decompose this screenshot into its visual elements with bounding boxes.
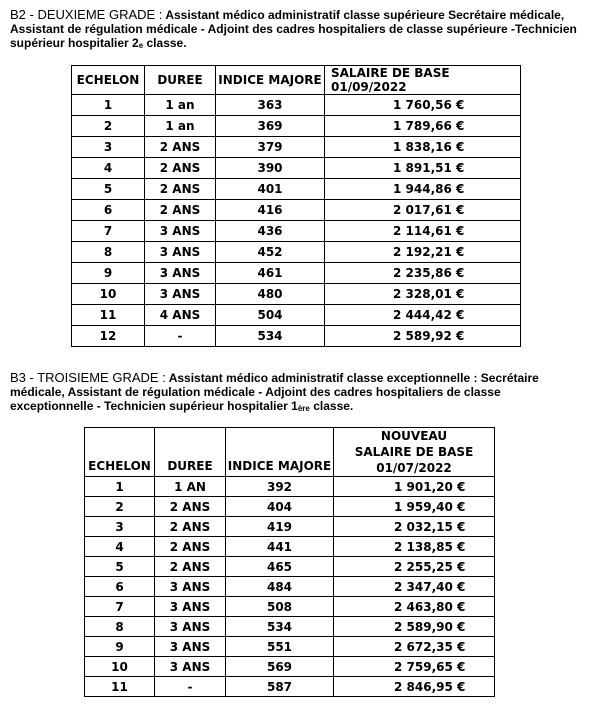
- b2-duree-cell: 3 ANS: [145, 221, 216, 242]
- b2-duree-cell: 3 ANS: [145, 284, 216, 305]
- b2-echelon-cell: 6: [72, 200, 145, 221]
- b2-indice-cell: 504: [216, 305, 325, 326]
- b3-salary-table: [84, 427, 495, 697]
- b2-grade-description: Assistant médico administratif classe supérieure Secrétaire médicale, Assistant de régulation médicale - Adjoint des cadres hospitaliers de classe supérieure -Technicien supérieur hospitalier 2: [10, 8, 577, 50]
- b2-salaire-cell: 2 235,86 €: [325, 263, 521, 284]
- b2-duree-cell: 3 ANS: [145, 242, 216, 263]
- b2-table-row: [72, 242, 521, 263]
- b2-duree-cell: 2 ANS: [145, 200, 216, 221]
- b3-salaire-cell: 1 959,40 €: [334, 497, 495, 517]
- b2-duree-cell: -: [145, 326, 216, 347]
- b2-header-salaire: SALAIRE DE BASE 01/09/2022: [325, 66, 521, 95]
- b2-echelon-cell: 4: [72, 158, 145, 179]
- b2-salaire-cell: 1 838,16 €: [325, 137, 521, 158]
- b3-header-salaire: NOUVEAU SALAIRE DE BASE 01/07/2022: [334, 428, 495, 477]
- b2-salaire-cell: 2 017,61 €: [325, 200, 521, 221]
- b2-echelon-cell: 1: [72, 95, 145, 116]
- b2-grade-description-end: classe.: [143, 36, 187, 50]
- b3-table-row: [85, 577, 495, 597]
- b3-header-echelon: ECHELON: [85, 428, 155, 477]
- b3-duree-cell: 2 ANS: [155, 537, 226, 557]
- b3-table-body: [85, 477, 495, 697]
- b2-salaire-cell: 1 760,56 €: [325, 95, 521, 116]
- b3-echelon-cell: 10: [85, 657, 155, 677]
- b3-echelon-cell: 2: [85, 497, 155, 517]
- b2-table-row: [72, 95, 521, 116]
- b2-duree-cell: 2 ANS: [145, 158, 216, 179]
- b3-echelon-cell: 6: [85, 577, 155, 597]
- b2-table-row: [72, 221, 521, 242]
- b3-indice-cell: 508: [226, 597, 334, 617]
- b3-indice-cell: 587: [226, 677, 334, 697]
- b2-salaire-cell: 2 444,42 €: [325, 305, 521, 326]
- b2-table-body: [72, 95, 521, 347]
- b2-table-row: [72, 179, 521, 200]
- b2-echelon-cell: 2: [72, 116, 145, 137]
- b3-header-indice: INDICE MAJORE: [226, 428, 334, 477]
- b3-table-row: [85, 477, 495, 497]
- b2-echelon-cell: 3: [72, 137, 145, 158]
- b2-salaire-cell: 2 114,61 €: [325, 221, 521, 242]
- b3-indice-cell: 534: [226, 617, 334, 637]
- b3-grade-heading: [10, 371, 585, 416]
- b3-grade-code: B3 - TROISIEME GRADE :: [10, 370, 166, 385]
- b3-header-duree: DUREE: [155, 428, 226, 477]
- b2-echelon-cell: 12: [72, 326, 145, 347]
- b3-salaire-cell: 1 901,20 €: [334, 477, 495, 497]
- b3-salaire-cell: 2 255,25 €: [334, 557, 495, 577]
- b2-header-row: [72, 66, 521, 95]
- b3-indice-cell: 551: [226, 637, 334, 657]
- b2-grade-code: B2 - DEUXIEME GRADE :: [10, 7, 163, 22]
- b2-table-row: [72, 305, 521, 326]
- b2-table-row: [72, 137, 521, 158]
- b3-table-row: [85, 677, 495, 697]
- b3-duree-cell: 3 ANS: [155, 617, 226, 637]
- b3-echelon-cell: 8: [85, 617, 155, 637]
- b3-indice-cell: 419: [226, 517, 334, 537]
- b2-indice-cell: 363: [216, 95, 325, 116]
- b2-echelon-cell: 8: [72, 242, 145, 263]
- b2-grade-ordinal-suffix: e: [138, 41, 144, 50]
- b2-indice-cell: 480: [216, 284, 325, 305]
- b2-indice-cell: 461: [216, 263, 325, 284]
- b3-indice-cell: 465: [226, 557, 334, 577]
- b3-indice-cell: 404: [226, 497, 334, 517]
- b2-indice-cell: 534: [216, 326, 325, 347]
- b2-salary-table: [71, 65, 521, 347]
- b3-echelon-cell: 1: [85, 477, 155, 497]
- b3-salaire-cell: 2 846,95 €: [334, 677, 495, 697]
- b3-indice-cell: 484: [226, 577, 334, 597]
- b3-duree-cell: 3 ANS: [155, 657, 226, 677]
- b3-echelon-cell: 4: [85, 537, 155, 557]
- b2-indice-cell: 390: [216, 158, 325, 179]
- b2-grade-heading: [10, 8, 580, 53]
- b3-duree-cell: 2 ANS: [155, 557, 226, 577]
- b3-salaire-cell: 2 463,80 €: [334, 597, 495, 617]
- b2-indice-cell: 379: [216, 137, 325, 158]
- b2-header-echelon: ECHELON: [72, 66, 145, 95]
- b3-grade-description: Assistant médico administratif classe exceptionnelle : Secrétaire médicale, Assistant de régulation médicale - Adjoint des cadres hospitaliers de classe exceptionnelle - Technicien supérieur hospitalier 1: [10, 371, 539, 413]
- b3-echelon-cell: 5: [85, 557, 155, 577]
- b2-salaire-cell: 2 328,01 €: [325, 284, 521, 305]
- b3-salaire-cell: 2 138,85 €: [334, 537, 495, 557]
- b2-echelon-cell: 9: [72, 263, 145, 284]
- b3-table-row: [85, 537, 495, 557]
- b2-table-row: [72, 200, 521, 221]
- b3-duree-cell: 3 ANS: [155, 597, 226, 617]
- b2-duree-cell: 3 ANS: [145, 263, 216, 284]
- b2-header-duree: DUREE: [145, 66, 216, 95]
- b2-salaire-cell: 2 192,21 €: [325, 242, 521, 263]
- b2-indice-cell: 436: [216, 221, 325, 242]
- b3-duree-cell: 3 ANS: [155, 577, 226, 597]
- b2-salaire-cell: 1 891,51 €: [325, 158, 521, 179]
- b3-salaire-cell: 2 759,65 €: [334, 657, 495, 677]
- b3-salaire-cell: 2 672,35 €: [334, 637, 495, 657]
- b3-duree-cell: 2 ANS: [155, 517, 226, 537]
- b3-table-row: [85, 517, 495, 537]
- b3-echelon-cell: 7: [85, 597, 155, 617]
- b2-indice-cell: 369: [216, 116, 325, 137]
- b3-salaire-cell: 2 347,40 €: [334, 577, 495, 597]
- b3-salaire-cell: 2 032,15 €: [334, 517, 495, 537]
- b2-salaire-cell: 2 589,92 €: [325, 326, 521, 347]
- b3-table-row: [85, 597, 495, 617]
- b2-salaire-cell: 1 789,66 €: [325, 116, 521, 137]
- b3-table-row: [85, 657, 495, 677]
- b2-salaire-cell: 1 944,86 €: [325, 179, 521, 200]
- b3-grade-ordinal-suffix: ère: [297, 404, 310, 413]
- b3-duree-cell: 3 ANS: [155, 637, 226, 657]
- b3-table-row: [85, 637, 495, 657]
- b3-duree-cell: 1 AN: [155, 477, 226, 497]
- b3-indice-cell: 569: [226, 657, 334, 677]
- b2-indice-cell: 452: [216, 242, 325, 263]
- b2-echelon-cell: 10: [72, 284, 145, 305]
- b2-duree-cell: 2 ANS: [145, 179, 216, 200]
- b2-table-row: [72, 326, 521, 347]
- b3-indice-cell: 392: [226, 477, 334, 497]
- b3-salaire-cell: 2 589,90 €: [334, 617, 495, 637]
- b2-duree-cell: 4 ANS: [145, 305, 216, 326]
- b3-table-row: [85, 557, 495, 577]
- b2-duree-cell: 2 ANS: [145, 137, 216, 158]
- b3-indice-cell: 441: [226, 537, 334, 557]
- b3-echelon-cell: 9: [85, 637, 155, 657]
- b3-echelon-cell: 11: [85, 677, 155, 697]
- b2-echelon-cell: 5: [72, 179, 145, 200]
- b2-indice-cell: 416: [216, 200, 325, 221]
- b3-duree-cell: 2 ANS: [155, 497, 226, 517]
- b3-echelon-cell: 3: [85, 517, 155, 537]
- b2-header-indice: INDICE MAJORE: [216, 66, 325, 95]
- b3-table-row: [85, 617, 495, 637]
- b2-table-row: [72, 263, 521, 284]
- b3-header-row: [85, 428, 495, 477]
- b2-indice-cell: 401: [216, 179, 325, 200]
- b2-duree-cell: 1 an: [145, 95, 216, 116]
- b3-grade-description-end: classe.: [309, 399, 354, 413]
- b2-echelon-cell: 11: [72, 305, 145, 326]
- b3-duree-cell: -: [155, 677, 226, 697]
- b2-table-row: [72, 158, 521, 179]
- b3-table-row: [85, 497, 495, 517]
- b2-duree-cell: 1 an: [145, 116, 216, 137]
- b2-table-row: [72, 284, 521, 305]
- b2-table-row: [72, 116, 521, 137]
- b2-echelon-cell: 7: [72, 221, 145, 242]
